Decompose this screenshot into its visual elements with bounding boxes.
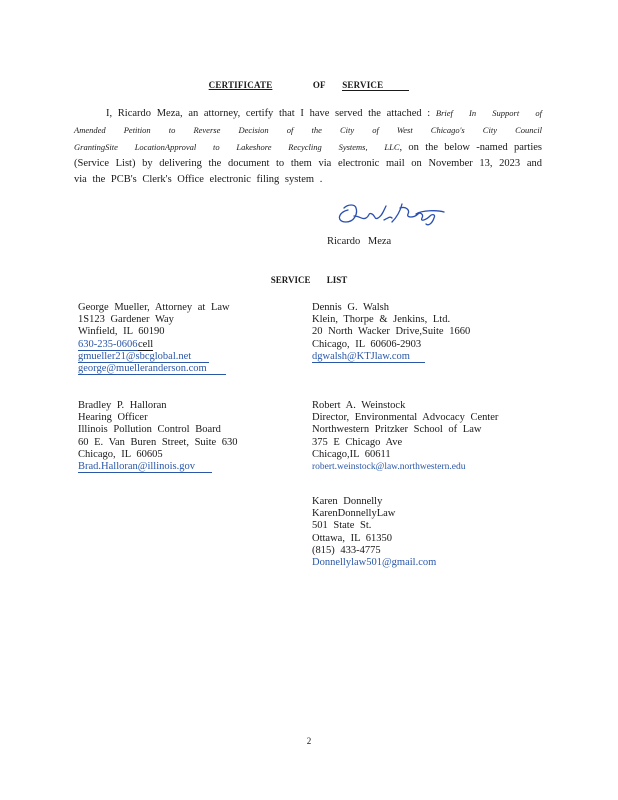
phone-suffix: cell bbox=[138, 338, 154, 350]
party-line: Robert A. Weinstock bbox=[312, 400, 406, 411]
party-line: 1S123 Gardener Way bbox=[78, 314, 174, 326]
email-link[interactable]: george@muelleranderson.com bbox=[78, 363, 226, 375]
party-line: 375 E Chicago Ave bbox=[312, 436, 403, 448]
certification-suffix: , on the below -named parties (Service List) by delivering the document to them via electronic mail on November 13, 2023 and via the PCB's Clerk's Office electronic filing system . bbox=[74, 142, 542, 185]
email-link[interactable]: gmueller21@sbcglobal.net bbox=[78, 351, 209, 363]
party-line: 20 North Wacker Drive,Suite 1660 bbox=[312, 326, 471, 338]
party-line: 501 State St. bbox=[312, 520, 372, 532]
signer-name: Ricardo Meza bbox=[327, 236, 392, 247]
heading-word-of: OF bbox=[312, 80, 326, 90]
party-walsh bbox=[312, 302, 470, 363]
party-weinstock bbox=[312, 400, 498, 473]
party-line: Ottawa, IL 61350 bbox=[312, 532, 392, 544]
certification-prefix: I, Ricardo Meza, an attorney, certify that I have served the attached : bbox=[106, 108, 431, 119]
heading-word-certificate: CERTIFICATE bbox=[208, 80, 273, 90]
party-line: Bradley P. Halloran bbox=[78, 400, 167, 411]
party-line: (815) 433-4775 bbox=[312, 544, 381, 556]
document-title: Brief In Support of Amended Petition to Reverse Decision of the City of West Chicago's City Council GrantingSite LocationApproval to Lakeshore Recycling Systems, LLC bbox=[74, 108, 542, 152]
email-link[interactable]: Donnellylaw501@gmail.com bbox=[312, 557, 437, 569]
certificate-heading bbox=[0, 80, 618, 91]
party-donnelly bbox=[312, 496, 436, 569]
certification-paragraph bbox=[74, 105, 542, 188]
party-line: Northwestern Pritzker School of Law bbox=[312, 424, 482, 436]
email-link[interactable]: robert.weinstock@law.northwestern.edu bbox=[312, 462, 466, 473]
email-link[interactable]: Brad.Halloran@illinois.gov bbox=[78, 461, 212, 473]
party-line: Winfield, IL 60190 bbox=[78, 326, 165, 338]
party-line: Illinois Pollution Control Board bbox=[78, 424, 221, 436]
party-line: Dennis G. Walsh bbox=[312, 302, 389, 313]
signature-image bbox=[330, 196, 450, 230]
party-line: Chicago, IL 60606-2903 bbox=[312, 338, 422, 350]
phone-link[interactable]: 630-235-0606 bbox=[78, 338, 138, 350]
party-line: Hearing Officer bbox=[78, 412, 148, 424]
party-line: Chicago, IL 60605 bbox=[78, 448, 163, 460]
service-list-heading bbox=[0, 275, 618, 285]
party-mueller bbox=[78, 302, 230, 375]
service-list-word2: LIST bbox=[326, 275, 348, 285]
party-line: George Mueller, Attorney at Law bbox=[78, 302, 230, 313]
party-line: Klein, Thorpe & Jenkins, Ltd. bbox=[312, 314, 451, 326]
party-line: Karen Donnelly bbox=[312, 496, 383, 507]
email-link[interactable]: dgwalsh@KTJlaw.com bbox=[312, 351, 425, 363]
party-line: Chicago,IL 60611 bbox=[312, 448, 391, 460]
party-halloran bbox=[78, 400, 238, 473]
party-line: 60 E. Van Buren Street, Suite 630 bbox=[78, 436, 238, 448]
heading-word-service: SERVICE bbox=[342, 80, 409, 91]
page-number: 2 bbox=[306, 736, 312, 746]
service-list-word1: SERVICE bbox=[270, 275, 311, 285]
party-line: Director, Environmental Advocacy Center bbox=[312, 412, 499, 424]
party-line: KarenDonnellyLaw bbox=[312, 508, 396, 520]
